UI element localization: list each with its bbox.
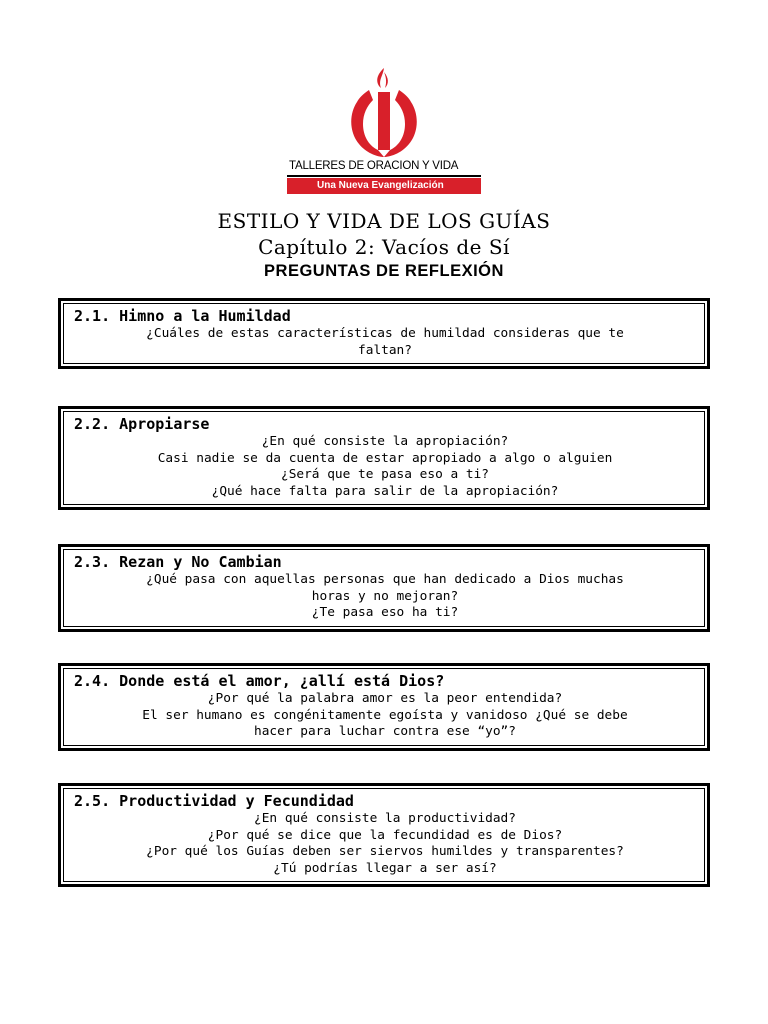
question-line: ¿Por qué se dice que la fecundidad es de Dios? [207,827,563,843]
question-box-2-4 [58,663,710,751]
question-line: ¿En qué consiste la productividad? [254,811,516,826]
section-heading: PREGUNTAS DE REFLEXIÓN [264,262,504,280]
chapter-title: Capítulo 2: Vacíos de Sí [258,235,510,259]
question-line: ¿Te pasa eso ha ti? [311,605,459,620]
question-box-2-2 [58,406,710,510]
question-line: faltan? [358,342,412,358]
question-line: Casi nadie se da cuenta de estar apropiado a algo o alguien [157,450,613,466]
question-line: ¿Por qué los Guías deben ser siervos humildes y transparentes? [146,844,624,859]
question-line: ¿Tú podrías llegar a ser así? [273,860,497,876]
box-title: 2.5. Productividad y Fecundidad [74,792,354,810]
question-box-2-3 [58,544,710,632]
question-box-2-5 [58,783,710,887]
question-line: ¿Será que te pasa eso a ti? [280,467,490,482]
box-title: 2.4. Donde está el amor, ¿allí está Dios? [74,672,445,690]
question-line: ¿Por qué la palabra amor es la peor entendida? [207,691,563,706]
logo-tagline: Una Nueva Evangelización [287,178,481,194]
box-title: 2.1. Himno a la Humildad [74,307,291,325]
question-box-2-1 [58,298,710,369]
talleres-logo [287,66,483,196]
question-line: ¿Qué pasa con aquellas personas que han dedicado a Dios muchas [146,572,624,587]
flame-emblem-icon [345,66,423,158]
question-line: ¿Cuáles de estas características de humildad consideras que te [146,326,624,341]
document-title: ESTILO Y VIDA DE LOS GUÍAS [217,209,551,233]
box-title: 2.3. Rezan y No Cambian [74,553,282,571]
logo-name: TALLERES DE ORACION Y VIDA [289,160,459,172]
question-line: hacer para luchar contra ese “yo”? [254,724,516,739]
box-title: 2.2. Apropiarse [74,415,210,433]
logo-divider [287,175,481,177]
question-line: horas y no mejoran? [311,588,459,604]
question-line: El ser humano es congénitamente egoísta y vanidoso ¿Qué se debe [142,707,628,723]
question-line: ¿Qué hace falta para salir de la apropiación? [211,483,559,499]
document-titles [0,208,768,282]
question-line: ¿En qué consiste la apropiación? [261,434,509,449]
